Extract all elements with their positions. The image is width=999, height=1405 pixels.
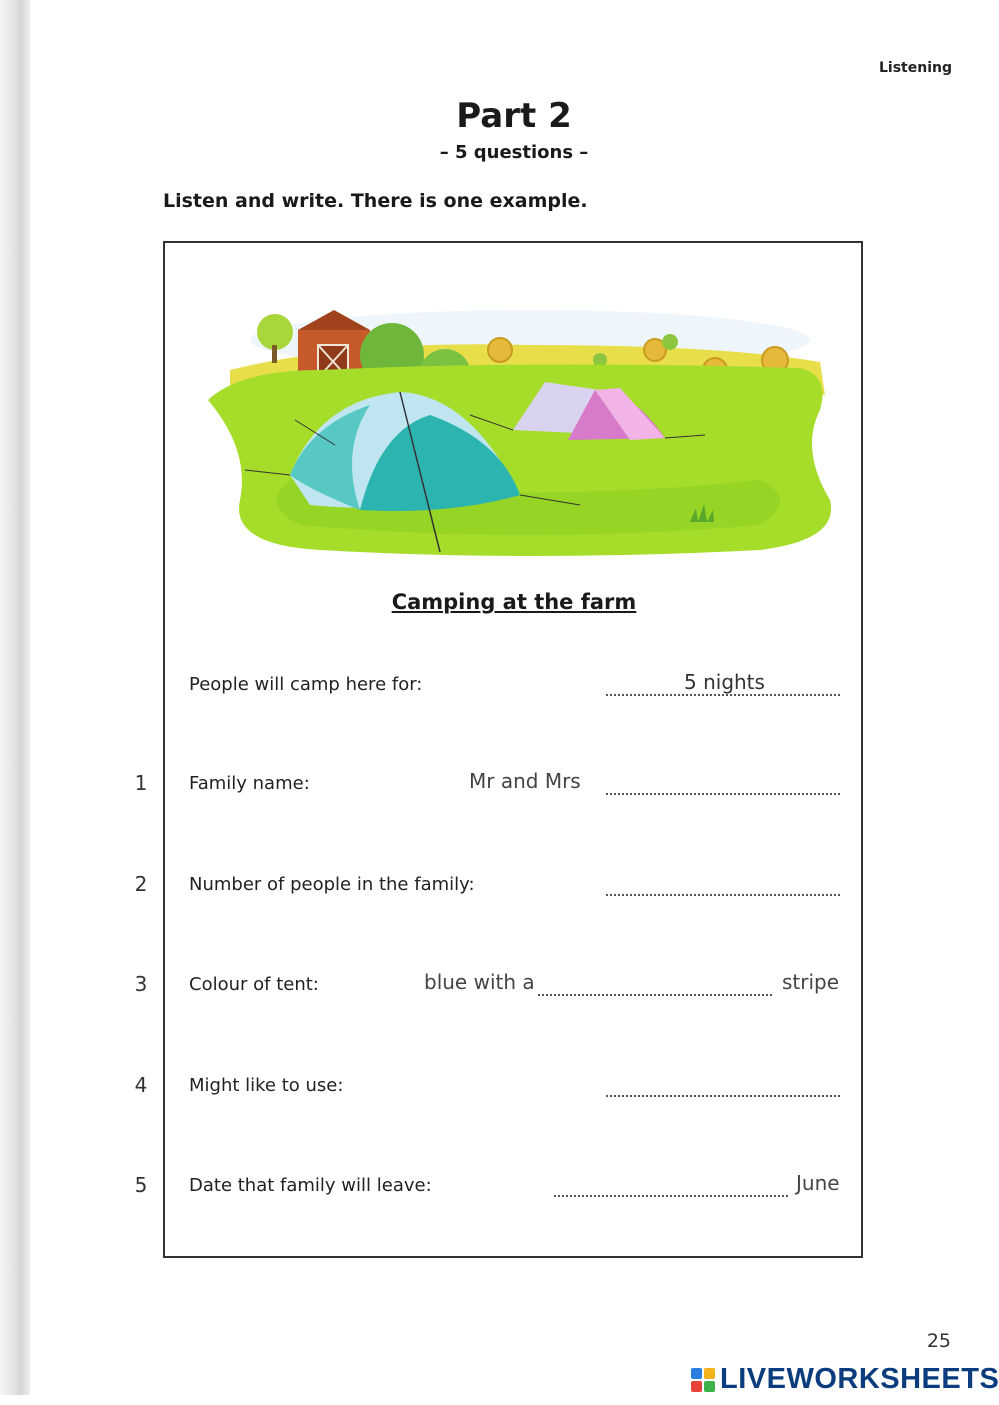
part-subtitle: – 5 questions – <box>439 142 589 163</box>
question-label: Might like to use: <box>189 1075 344 1096</box>
question-number: 2 <box>134 872 148 896</box>
example-row <box>0 664 999 704</box>
question-number: 5 <box>134 1173 148 1197</box>
question-label: Colour of tent: <box>189 974 319 995</box>
answer-field-5[interactable] <box>554 1177 788 1197</box>
answer-field-3[interactable] <box>538 976 772 996</box>
question-row <box>0 1065 999 1105</box>
question-suffix: June <box>796 1171 840 1195</box>
question-row <box>0 964 999 1004</box>
worksheet-heading: Camping at the farm <box>391 590 637 614</box>
liveworksheets-brand[interactable] <box>690 1363 999 1396</box>
camping-farm-illustration <box>200 300 835 560</box>
page-number: 25 <box>926 1330 951 1352</box>
question-suffix: stripe <box>782 970 840 994</box>
answer-field-4[interactable] <box>606 1077 840 1097</box>
question-prefix: blue with a <box>424 970 535 994</box>
question-number: 4 <box>134 1073 148 1097</box>
question-row <box>0 763 999 803</box>
example-answer: 5 nights <box>684 670 765 694</box>
liveworksheets-logo-icon <box>690 1367 716 1393</box>
answer-field-1[interactable] <box>606 775 840 795</box>
question-prefix: Mr and Mrs <box>469 769 581 793</box>
question-label: Family name: <box>189 773 310 794</box>
question-number: 3 <box>134 972 148 996</box>
question-number: 1 <box>134 771 148 795</box>
question-label: Number of people in the family: <box>189 874 475 895</box>
brand-name: LIVEWORKSHEETS <box>720 1363 999 1395</box>
example-label: People will camp here for: <box>189 674 423 695</box>
section-label: Listening <box>879 60 952 76</box>
question-label: Date that family will leave: <box>189 1175 432 1196</box>
question-row <box>0 864 999 904</box>
instruction-text: Listen and write. There is one example. <box>163 190 588 212</box>
answer-field-2[interactable] <box>606 876 840 896</box>
question-row <box>0 1165 999 1205</box>
part-title: Part 2 <box>456 96 572 136</box>
